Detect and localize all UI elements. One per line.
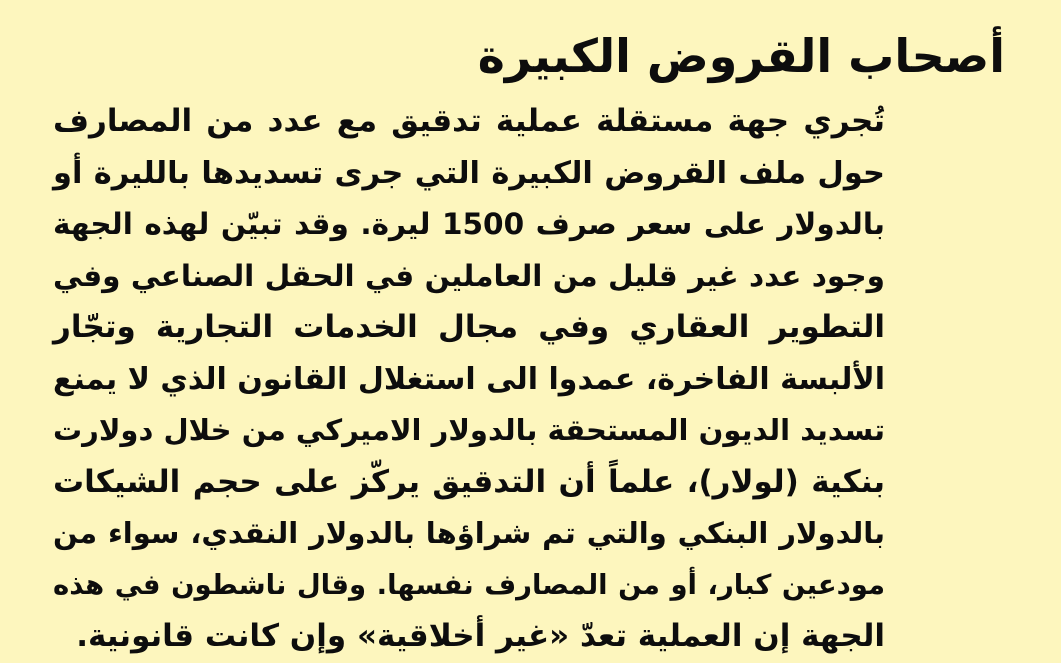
body-line: التطوير العقاري وفي مجال الخدمات التجارية وتجّار [53, 309, 885, 345]
body-line: بالدولار على سعر صرف 1500 ليرة. وقد تبيّن لهذه الجهة [53, 207, 885, 241]
body-line: مودعين كبار، أو من المصارف نفسها. وقال ناشطون في هذه [53, 568, 885, 601]
body-line: تُجري جهة مستقلة عملية تدقيق مع عدد من المصارف [53, 103, 885, 139]
body-line: الجهة إن العملية تعدّ «غير أخلاقية» وإن كانت قانونية. [76, 618, 885, 654]
body-line: بنكية (لولار)، علماً أن التدقيق يركّز على حجم الشيكات [53, 463, 885, 500]
article-body [53, 96, 885, 663]
body-line: حول ملف القروض الكبيرة التي جرى تسديدها بالليرة أو [53, 155, 885, 191]
body-line: تسديد الديون المستحقة بالدولار الاميركي من خلال دولارت [53, 413, 885, 447]
body-line: وجود عدد غير قليل من العاملين في الحقل الصناعي وفي [53, 258, 885, 293]
article-title: أصحاب القروض الكبيرة [477, 29, 1005, 83]
body-line: الألبسة الفاخرة، عمدوا الى استغلال القانون الذي لا يمنع [53, 361, 885, 397]
body-line: بالدولار البنكي والتي تم شراؤها بالدولار النقدي، سواء من [53, 516, 885, 550]
